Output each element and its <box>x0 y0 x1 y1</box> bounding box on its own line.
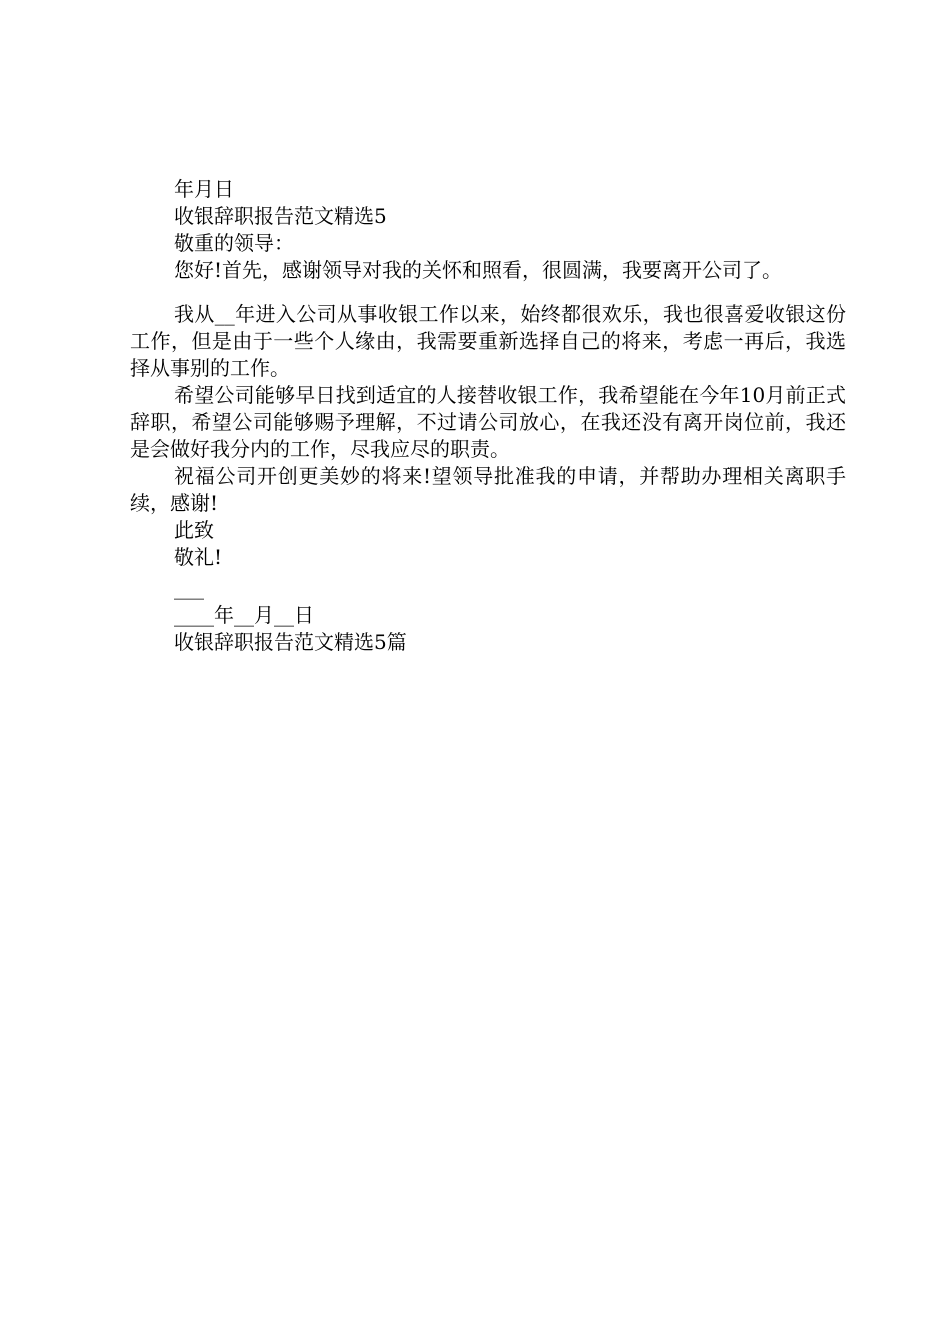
paragraph-gap <box>130 284 846 301</box>
footer-title: 收银辞职报告范文精选5篇 <box>174 630 407 654</box>
date-line: 年月日 <box>174 177 234 201</box>
greeting: 您好!首先，感谢领导对我的关怀和照看，很圆满，我要离开公司了。 <box>174 258 783 282</box>
closing-1: 此致 <box>174 518 214 542</box>
document-title: 收银辞职报告范文精选5 <box>174 204 387 228</box>
signature-line: ___ <box>174 576 204 600</box>
paragraph-1: 我从__年进入公司从事收银工作以来，始终都很欢乐，我也很喜爱收银这份工作，但是由于一些个人缘由，我需要重新选择自己的将来，考虑一再后，我选择从事别的工作。 <box>130 302 846 380</box>
paragraph-2: 希望公司能够早日找到适宜的人接替收银工作，我希望能在今年10月前正式辞职，希望公司能够赐予理解，不过请公司放心，在我还没有离开岗位前，我还是会做好我分内的工作，尽我应尽的职责。 <box>130 383 846 461</box>
document-body <box>130 176 846 656</box>
salutation: 敬重的领导： <box>174 231 294 255</box>
date-blank: ____年__月__日 <box>174 603 314 627</box>
paragraph-3: 祝福公司开创更美妙的将来!望领导批准我的申请，并帮助办理相关离职手续，感谢! <box>130 464 846 515</box>
closing-2: 敬礼! <box>174 545 223 569</box>
